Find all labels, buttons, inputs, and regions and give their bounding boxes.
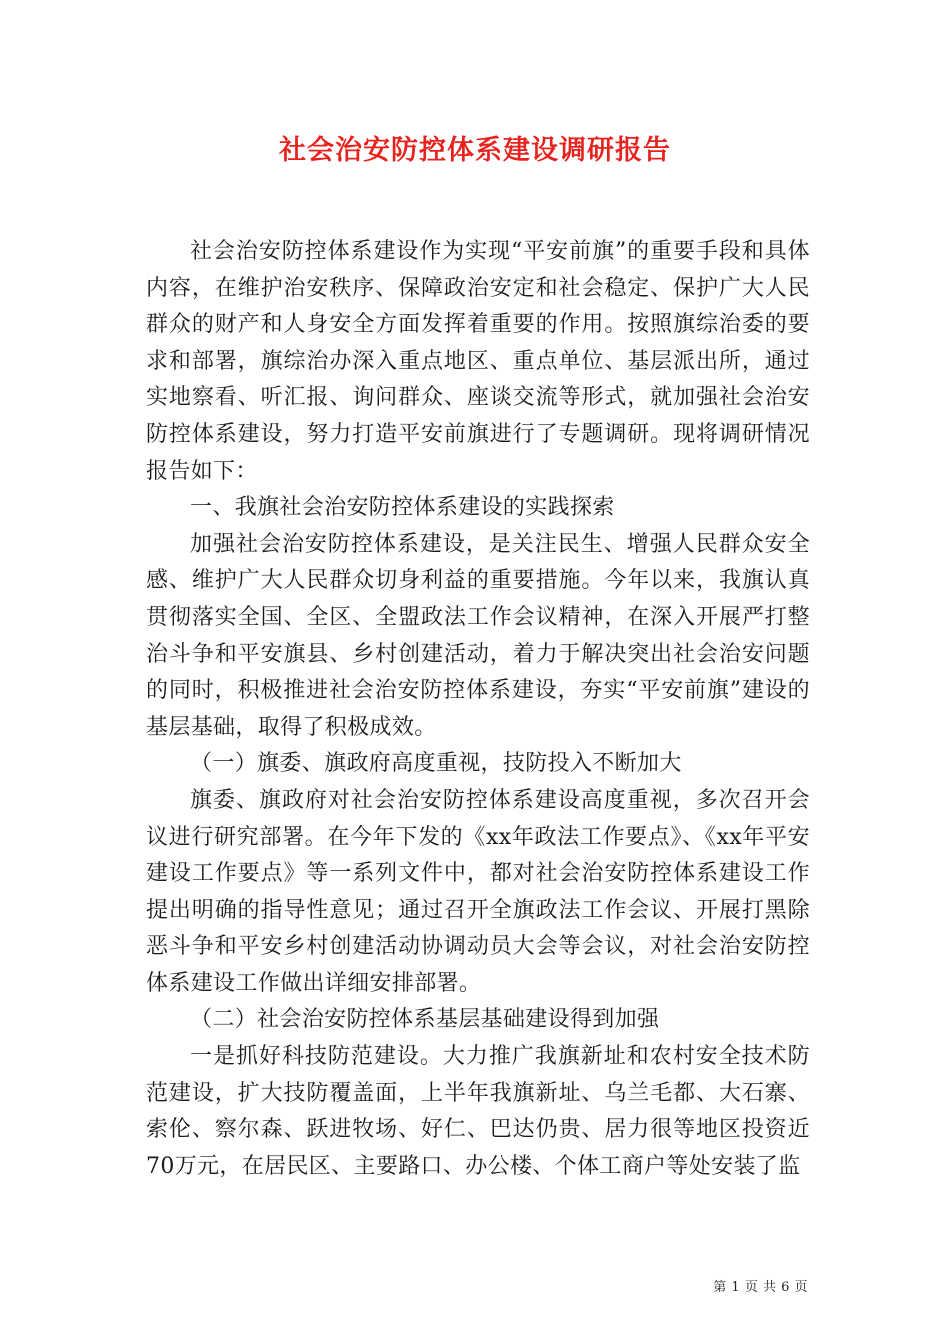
intro-paragraph: 社会治安防控体系建设作为实现“平安前旗”的重要手段和具体内容，在维护治安秩序、保障政治安定和社会稳定、保护广大人民群众的财产和人身安全方面发挥着重要的作用。按照旗综治委的要求和部署，旗综治办深入重点地区、重点单位、基层派出所，通过实地察看、听汇报、询问群众、座谈交流等形式，就加强社会治安防控体系建设，努力打造平安前旗进行了专题调研。现将调研情况报告如下： [146, 239, 810, 484]
section-1-paragraph: 加强社会治安防控体系建设，是关注民生、增强人民群众安全感、维护广大人民群众切身利益的重要措施。今年以来，我旗认真贯彻落实全国、全区、全盟政法工作会议精神，在深入开展严打整治斗争和平安旗县、乡村创建活动，着力于解决突出社会治安问题的同时，积极推进社会治安防控体系建设，夯实“平安前旗”建设的基层基础，取得了积极成效。 [146, 531, 810, 740]
document-title: 社会治安防控体系建设调研报告 [279, 135, 671, 166]
subsection-2-paragraph: 一是抓好科技防范建设。大力推广我旗新址和农村安全技术防范建设，扩大技防覆盖面，上半年我旗新址、乌兰毛都、大石寨、索伦、察尔森、跃进牧场、好仁、巴达仍贵、居力很等地区投资近70万元，在居民区、主要路口、办公楼、个体工商户等处安装了监 [146, 1044, 810, 1179]
subsection-1-paragraph: 旗委、旗政府对社会治安防控体系建设高度重视，多次召开会议进行研究部署。在今年下发的《xx年政法工作要点》、《xx年平安建设工作要点》等一系列文件中，都对社会治安防控体系建设工作提出明确的指导性意见；通过召开全旗政法工作会议、开展打黑除恶斗争和平安乡村创建活动协调动员大会等会议，对社会治安防控体系建设工作做出详细安排部署。 [146, 787, 810, 996]
subsection-heading-2: （二）社会治安防控体系基层基础建设得到加强 [190, 1007, 660, 1033]
document-body [146, 234, 810, 1185]
section-heading-1: 一、我旗社会治安防控体系建设的实践探索 [190, 495, 615, 521]
page-number-footer: 第 1 页 共 6 页 [713, 1280, 808, 1295]
subsection-heading-1: （一）旗委、旗政府高度重视，技防投入不断加大 [190, 751, 682, 777]
